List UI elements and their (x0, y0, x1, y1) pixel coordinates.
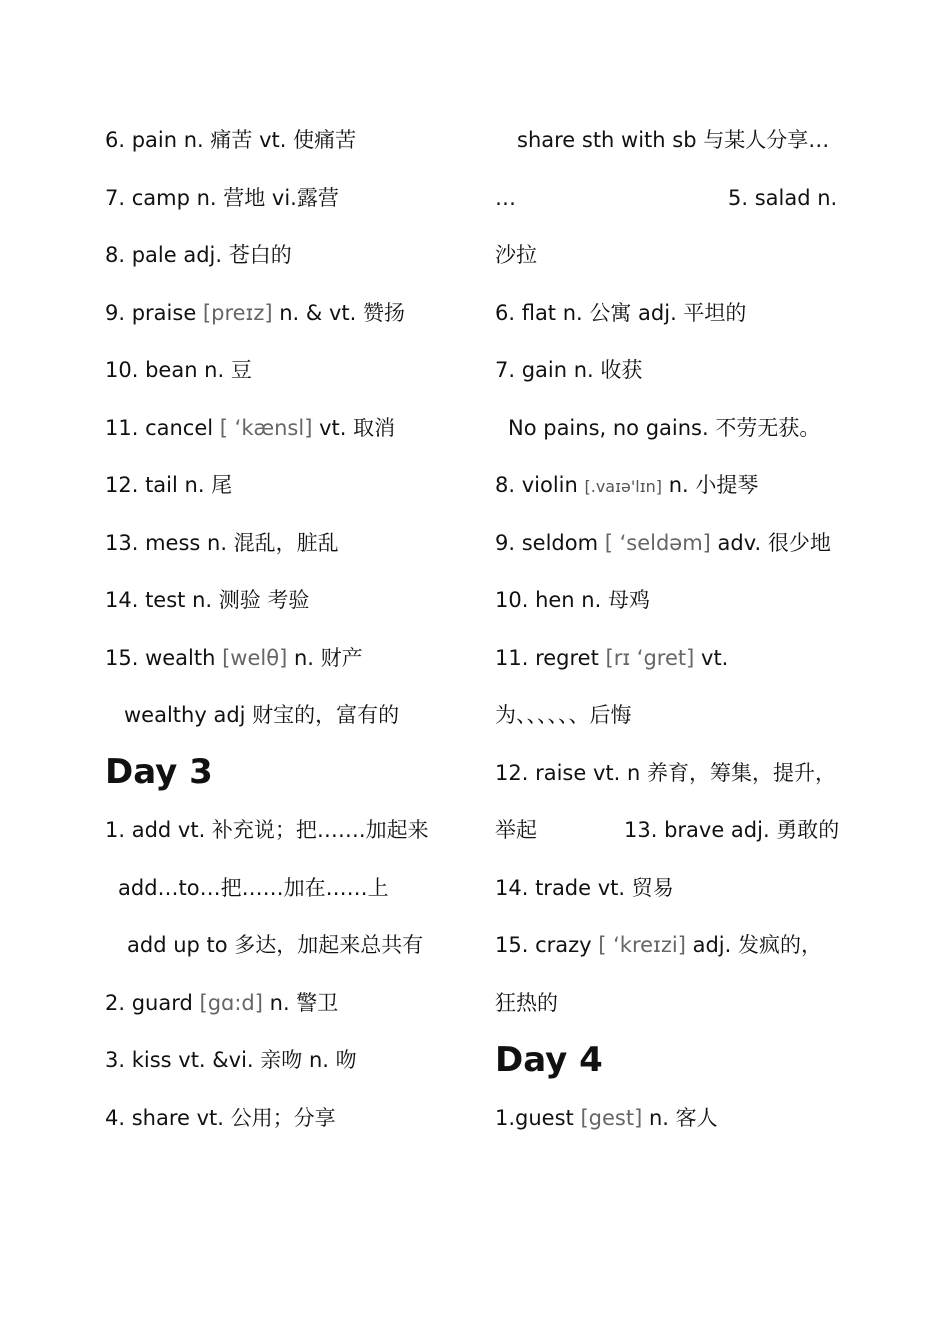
vocab-subentry: share sth with sb 与某人分享… (517, 128, 830, 152)
vocab-entry: 1. add vt. 补充说；把…….加起来 (105, 818, 429, 842)
vocab-entry: 1.guest [gest] n. 客人 (495, 1106, 718, 1130)
vocab-entry: 11. regret [rɪ ‘gret] vt. (495, 646, 729, 670)
vocab-subentry: add up to 多达，加起来总共有 (127, 933, 424, 957)
vocab-entry: 3. kiss vt. &vi. 亲吻 n. 吻 (105, 1048, 357, 1072)
vocab-entry: 15. crazy [ ‘kreɪzi] adj. 发疯的， (495, 933, 822, 957)
vocab-entry: 2. guard [gɑ:d] n. 警卫 (105, 991, 339, 1015)
vocab-entry: 10. hen n. 母鸡 (495, 588, 650, 612)
phonetic: [gest] (580, 1106, 643, 1130)
vocab-entry: 9. praise [preɪz] n. & vt. 赞扬 (105, 301, 405, 325)
vocab-entry: 12. tail n. 尾 (105, 473, 233, 497)
vocab-meaning: 为、、、、、、后悔 (495, 703, 632, 727)
vocab-subentry: add…to…把……加在……上 (118, 876, 389, 900)
vocab-entry: 12. raise vt. n 养育，筹集，提升， (495, 761, 836, 785)
phonetic: [ ‘seldəm] (604, 531, 711, 555)
phonetic: [welθ] (222, 646, 288, 670)
day-heading: Day 4 (495, 1040, 603, 1080)
phonetic: [preɪz] (202, 301, 273, 325)
vocab-subentry: No pains, no gains. 不劳无获。 (508, 416, 821, 440)
phonetic: [rɪ ‘gret] (605, 646, 695, 670)
vocab-entry: 14. test n. 测验 考验 (105, 588, 310, 612)
vocab-entry: 7. camp n. 营地 vi.露营 (105, 186, 339, 210)
vocab-entry: 6. flat n. 公寓 adj. 平坦的 (495, 301, 747, 325)
continuation-text: … (495, 186, 516, 210)
vocab-meaning: 沙拉 (495, 243, 537, 267)
vocab-entry: 10. bean n. 豆 (105, 358, 252, 382)
vocab-entry: 13. brave adj. 勇敢的 (624, 818, 840, 842)
vocab-entry: 7. gain n. 收获 (495, 358, 643, 382)
vocab-entry: 15. wealth [welθ] n. 财产 (105, 646, 363, 670)
phonetic: [gɑ:d] (199, 991, 263, 1015)
day-heading: Day 3 (105, 752, 213, 792)
vocab-meaning: 狂热的 (495, 991, 558, 1015)
phonetic: [.vaɪə'lɪn] (584, 477, 663, 496)
vocab-entry: 4. share vt. 公用；分享 (105, 1106, 336, 1130)
vocab-entry: 9. seldom [ ‘seldəm] adv. 很少地 (495, 531, 831, 555)
vocab-entry: 13. mess n. 混乱，脏乱 (105, 531, 339, 555)
vocab-entry: 5. salad n. (728, 186, 838, 210)
vocab-entry: 14. trade vt. 贸易 (495, 876, 674, 900)
vocab-subentry: wealthy adj 财宝的，富有的 (124, 703, 400, 727)
phonetic: [ ‘kreɪzi] (598, 933, 686, 957)
vocab-meaning: 举起 (495, 818, 537, 842)
phonetic: [ ‘kænsl] (219, 416, 313, 440)
vocab-entry: 8. violin [.vaɪə'lɪn] n. 小提琴 (495, 473, 759, 497)
vocab-entry: 6. pain n. 痛苦 vt. 使痛苦 (105, 128, 357, 152)
vocab-entry: 8. pale adj. 苍白的 (105, 243, 292, 267)
vocab-entry: 11. cancel [ ‘kænsl] vt. 取消 (105, 416, 396, 440)
